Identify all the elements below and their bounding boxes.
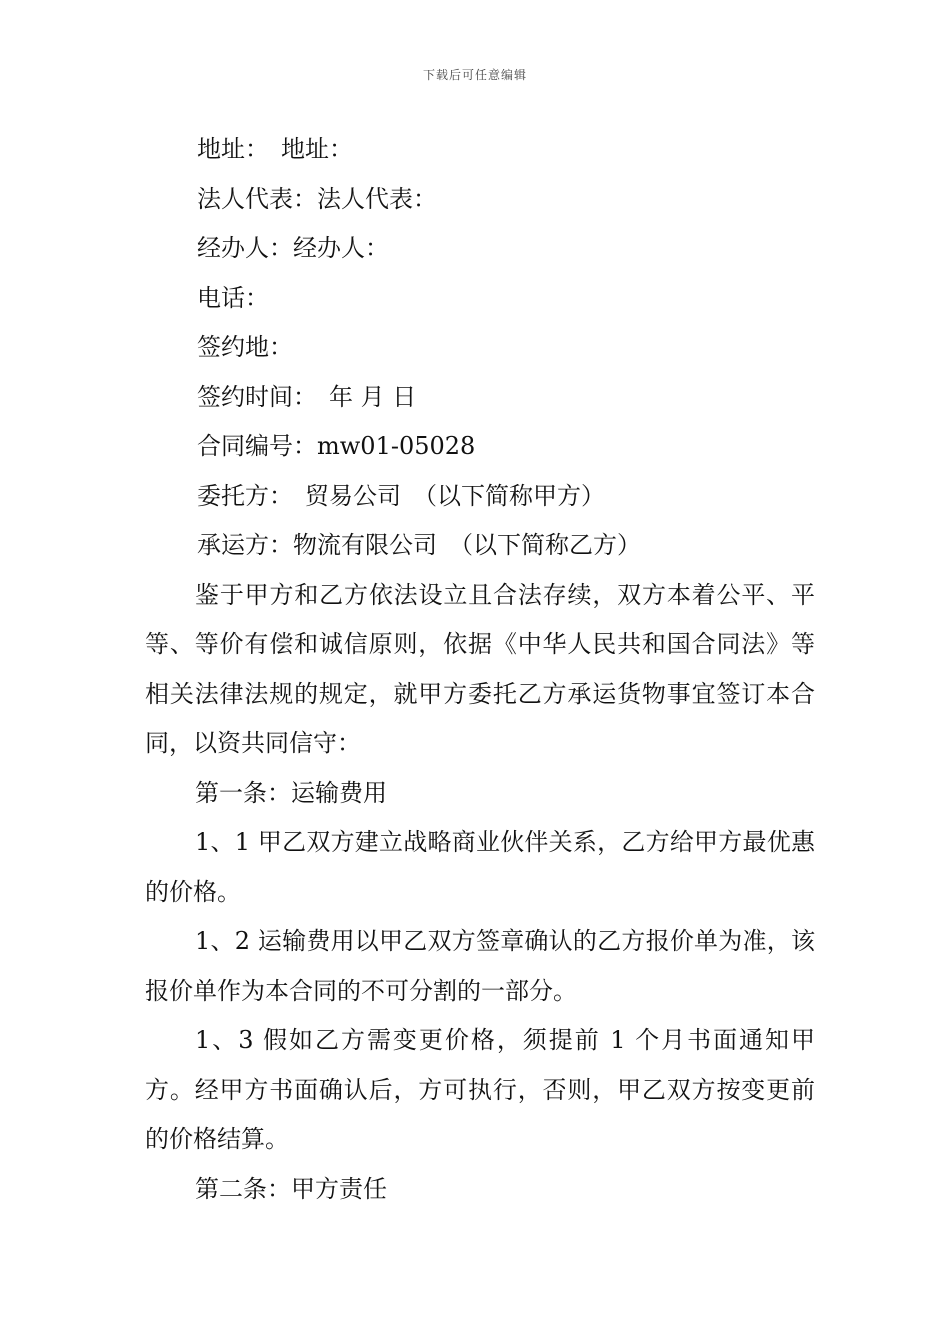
phone-line: 电话： [197, 283, 269, 312]
preamble-paragraph: 鉴于甲方和乙方依法设立且合法存续，双方本着公平、平等、等价有偿和诚信原则，依据《中华人民共和国合同法》等相关法律法规的规定，就甲方委托乙方承运货物事宜签订本合同，以资共同信守： [145, 580, 815, 757]
carrier-line: 承运方：物流有限公司 （以下简称乙方） [197, 531, 641, 559]
clause-1-2: 1、2 运输费用以甲乙双方签章确认的乙方报价单为准，该报价单作为本合同的不可分割的一部分。 [145, 927, 815, 1005]
document-body [145, 125, 815, 1214]
legal-representative-line: 法人代表：法人代表： [197, 184, 437, 213]
client-line: 委托方： 贸易公司 （以下简称甲方） [197, 481, 605, 510]
handler-line: 经办人：经办人： [197, 234, 389, 262]
article-2-heading: 第二条：甲方责任 [195, 1174, 387, 1203]
clause-1-3: 1、3 假如乙方需变更价格，须提前 1 个月书面通知甲方。经甲方书面确认后，方可执行，否则，甲乙双方按变更前的价格结算。 [145, 1026, 815, 1153]
page-header: 下载后可任意编辑 [422, 68, 527, 82]
contract-number-line: 合同编号：mw01-05028 [197, 432, 476, 460]
address-line: 地址： 地址： [197, 135, 353, 163]
signing-place-line: 签约地： [197, 333, 293, 361]
clause-1-1: 1、1 甲乙双方建立战略商业伙伴关系，乙方给甲方最优惠的价格。 [145, 828, 815, 906]
signing-time-line: 签约时间： 年 月 日 [197, 382, 417, 411]
article-1-heading: 第一条：运输费用 [195, 778, 387, 807]
